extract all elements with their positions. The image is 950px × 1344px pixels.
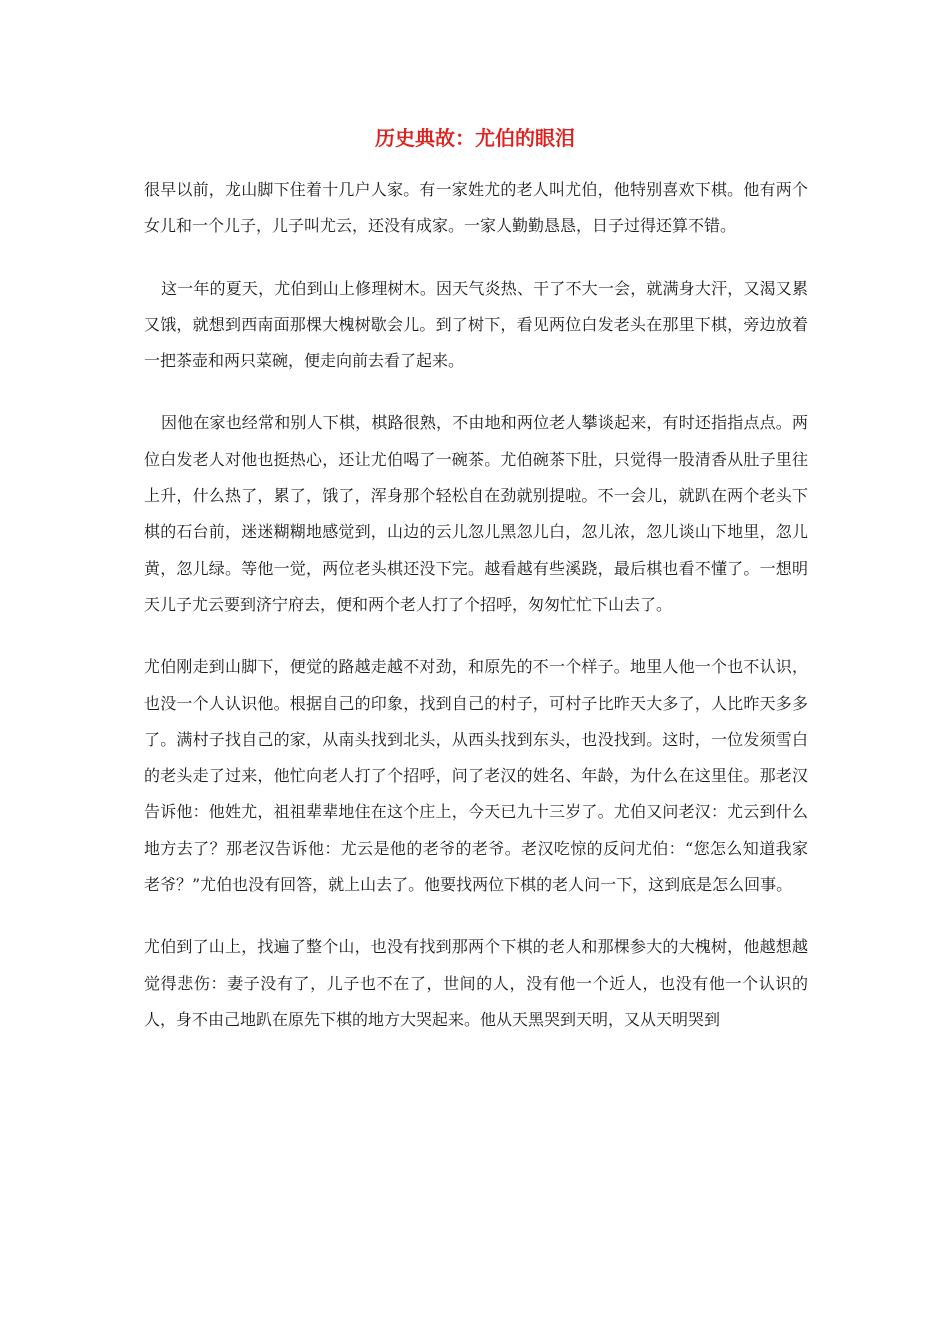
- paragraph-1: 很早以前，龙山脚下住着十几户人家。有一家姓尤的老人叫尤伯，他特别喜欢下棋。他有两个女儿和一个儿子，儿子叫尤云，还没有成家。一家人勤勤恳恳，日子过得还算不错。: [144, 180, 808, 236]
- document-body: [144, 172, 808, 1064]
- paragraph-3: 因他在家也经常和别人下棋，棋路很熟，不由地和两位老人攀谈起来，有时还指指点点。两位白发老人对他也挺热心，还让尤伯喝了一碗茶。尤伯碗茶下肚，只觉得一股清香从肚子里往上升，什么热了，累了，饿了，浑身那个轻松自在劲就别提啦。不一会儿，就趴在两个老头下棋的石台前，迷迷糊糊地感觉到，山边的云儿忽儿黑忽儿白，忽儿浓，忽儿谈山下地里，忽儿黄，忽儿绿。等他一觉，两位老头棋还没下完。越看越有些溪跷，最后棋也看不懂了。一想明天儿子尤云要到济宁府去，便和两个老人打了个招呼，匆匆忙忙下山去了。: [144, 413, 808, 614]
- document-title: 历史典故：尤伯的眼泪: [375, 126, 575, 150]
- paragraph-5: 尤伯到了山上，找遍了整个山，也没有找到那两个下棋的老人和那棵参大的大槐树，他越想越觉得悲伤：妻子没有了，儿子也不在了，世间的人，没有他一个近人，也没有他一个认识的人，身不由己地趴在原先下棋的地方大哭起来。他从天黑哭到天明，又从天明哭到: [144, 937, 808, 1029]
- paragraph-4: 尤伯刚走到山脚下，便觉的路越走越不对劲，和原先的不一个样子。地里人他一个也不认识，也没一个人认识他。根据自己的印象，找到自己的村子，可村子比昨天大多了，人比昨天多多了。满村子找自己的家，从南头找到北头，从西头找到东头，也没找到。这时，一位发须雪白的老头走了过来，他忙向老人打了个招呼，问了老汉的姓名、年龄，为什么在这里住。那老汉告诉他：他姓尤，祖祖辈辈地住在这个庄上，今天已九十三岁了。尤伯又问老汉：尤云到什么地方去了？那老汉告诉他：尤云是他的老爷的老爷。老汉吃惊的反问尤伯：“您怎么知道我家老爷？”尤伯也没有回答，就上山去了。他要找两位下棋的老人问一下，这到底是怎么回事。: [144, 657, 808, 895]
- paragraph-2: 这一年的夏天，尤伯到山上修理树木。因天气炎热、干了不大一会，就满身大汗，又渴又累又饿，就想到西南面那棵大槐树歇会儿。到了树下，看见两位白发老头在那里下棋，旁边放着一把茶壶和两只菜碗，便走向前去看了起来。: [144, 278, 808, 371]
